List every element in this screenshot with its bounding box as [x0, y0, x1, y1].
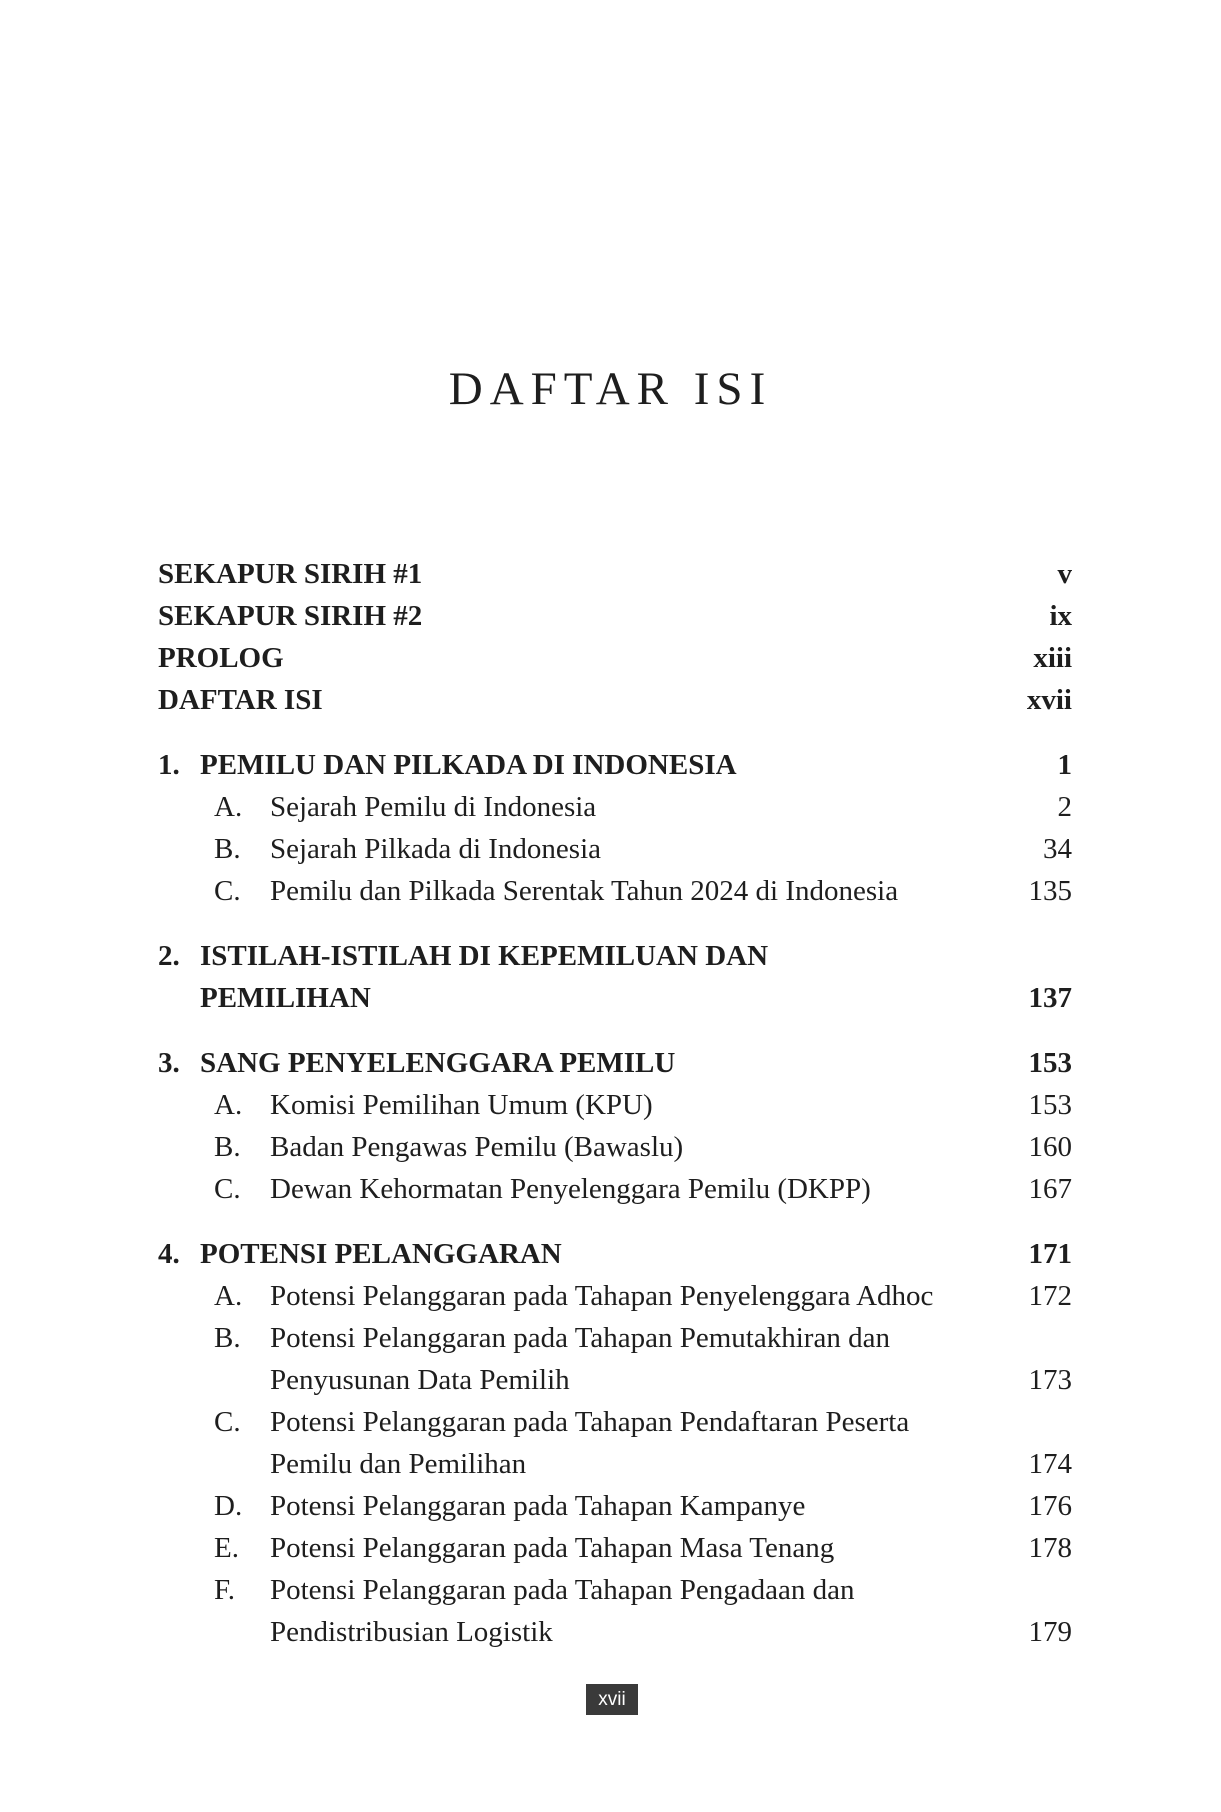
chapter-heading[interactable]	[158, 935, 1072, 977]
section-entry[interactable]	[158, 1168, 1072, 1210]
front-matter	[158, 553, 1072, 721]
section-letter: B.	[214, 1131, 241, 1163]
chapter-title-line1: ISTILAH-ISTILAH DI KEPEMILUAN DAN	[200, 940, 769, 972]
toc-entry-label: DAFTAR ISI	[158, 684, 323, 716]
section-letter: A.	[214, 791, 243, 823]
section-entry[interactable]	[158, 828, 1072, 870]
chapter-title: SANG PENYELENGGARA PEMILU	[200, 1047, 676, 1079]
section-entry[interactable]	[158, 786, 1072, 828]
section-title: Badan Pengawas Pemilu (Bawaslu)	[270, 1131, 684, 1163]
chapter-3	[158, 1042, 1072, 1210]
section-letter: C.	[214, 875, 241, 907]
section-entry[interactable]	[158, 1126, 1072, 1168]
section-page: 176	[1028, 1490, 1072, 1522]
chapter-number: 1.	[158, 749, 180, 781]
chapter-4	[158, 1233, 1072, 1653]
chapter-1	[158, 744, 1072, 912]
section-letter: C.	[214, 1173, 241, 1205]
section-letter: E.	[214, 1532, 239, 1564]
section-letter: A.	[214, 1089, 243, 1121]
chapter-number: 4.	[158, 1238, 180, 1270]
section-title: Pemilu dan Pilkada Serentak Tahun 2024 di Indonesia	[270, 875, 899, 907]
toc-entry[interactable]	[158, 679, 1072, 721]
chapter-page: 153	[1028, 1047, 1072, 1079]
section-title: Potensi Pelanggaran pada Tahapan Masa Tenang	[270, 1532, 835, 1564]
chapter-number: 3.	[158, 1047, 180, 1079]
chapter-number: 2.	[158, 940, 180, 972]
toc-entry-label: PROLOG	[158, 642, 284, 674]
section-letter: A.	[214, 1280, 243, 1312]
section-title-line1: Potensi Pelanggaran pada Tahapan Pengadaan dan	[270, 1574, 855, 1606]
toc-entry[interactable]	[158, 553, 1072, 595]
section-letter: B.	[214, 1322, 241, 1354]
section-page: 160	[1028, 1131, 1072, 1163]
section-page: 135	[1028, 875, 1072, 907]
section-title-line2: Penyusunan Data Pemilih	[270, 1364, 570, 1396]
toc-entry-label: SEKAPUR SIRIH #1	[158, 558, 423, 590]
chapter-page: 1	[1057, 749, 1072, 781]
section-entry-continued[interactable]	[158, 1443, 1072, 1485]
toc-entry-page: v	[1057, 558, 1072, 590]
section-entry[interactable]	[158, 1527, 1072, 1569]
section-entry[interactable]	[158, 1569, 1072, 1611]
table-of-contents	[158, 553, 1072, 1653]
section-title: Komisi Pemilihan Umum (KPU)	[270, 1089, 653, 1121]
section-entry[interactable]	[158, 1084, 1072, 1126]
chapter-title-line2: PEMILIHAN	[200, 982, 371, 1014]
toc-entry-page: xvii	[1026, 684, 1072, 716]
section-entry[interactable]	[158, 1275, 1072, 1317]
toc-entry-label: SEKAPUR SIRIH #2	[158, 600, 423, 632]
section-title: Dewan Kehormatan Penyelenggara Pemilu (DKPP)	[270, 1173, 871, 1205]
section-page: 174	[1028, 1448, 1072, 1480]
toc-entry-page: ix	[1049, 600, 1072, 632]
section-title-line2: Pendistribusian Logistik	[270, 1616, 553, 1648]
chapter-title: POTENSI PELANGGARAN	[200, 1238, 562, 1270]
section-page: 179	[1028, 1616, 1072, 1648]
chapter-heading-continued[interactable]	[158, 977, 1072, 1019]
chapter-title: PEMILU DAN PILKADA DI INDONESIA	[200, 749, 737, 781]
section-title: Sejarah Pemilu di Indonesia	[270, 791, 597, 823]
section-page: 2	[1057, 791, 1072, 823]
chapter-heading[interactable]	[158, 1042, 1072, 1084]
chapter-2	[158, 935, 1072, 1019]
page-title: DAFTAR ISI	[448, 363, 773, 415]
section-entry[interactable]	[158, 1317, 1072, 1359]
section-letter: D.	[214, 1490, 243, 1522]
chapter-heading[interactable]	[158, 1233, 1072, 1275]
section-page: 173	[1028, 1364, 1072, 1396]
section-entry-continued[interactable]	[158, 1611, 1072, 1653]
section-title-line2: Pemilu dan Pemilihan	[270, 1448, 527, 1480]
toc-entry[interactable]	[158, 595, 1072, 637]
section-page: 172	[1028, 1280, 1072, 1312]
section-title: Potensi Pelanggaran pada Tahapan Kampanye	[270, 1490, 806, 1522]
chapter-page: 137	[1028, 982, 1072, 1014]
section-entry-continued[interactable]	[158, 1359, 1072, 1401]
chapter-page: 171	[1028, 1238, 1072, 1270]
section-title-line1: Potensi Pelanggaran pada Tahapan Pemutakhiran dan	[270, 1322, 890, 1354]
section-title: Sejarah Pilkada di Indonesia	[270, 833, 601, 865]
section-letter: C.	[214, 1406, 241, 1438]
section-entry[interactable]	[158, 1401, 1072, 1443]
toc-entry[interactable]	[158, 637, 1072, 679]
section-title-line1: Potensi Pelanggaran pada Tahapan Pendaftaran Peserta	[270, 1406, 910, 1438]
section-page: 153	[1028, 1089, 1072, 1121]
section-entry[interactable]	[158, 870, 1072, 912]
section-title: Potensi Pelanggaran pada Tahapan Penyelenggara Adhoc	[270, 1280, 934, 1312]
section-page: 167	[1028, 1173, 1072, 1205]
page-number-badge: xvii	[586, 1684, 638, 1715]
section-page: 178	[1028, 1532, 1072, 1564]
toc-entry-page: xiii	[1033, 642, 1072, 674]
section-entry[interactable]	[158, 1485, 1072, 1527]
section-page: 34	[1043, 833, 1072, 865]
section-letter: F.	[214, 1574, 236, 1606]
chapter-heading[interactable]	[158, 744, 1072, 786]
section-letter: B.	[214, 833, 241, 865]
